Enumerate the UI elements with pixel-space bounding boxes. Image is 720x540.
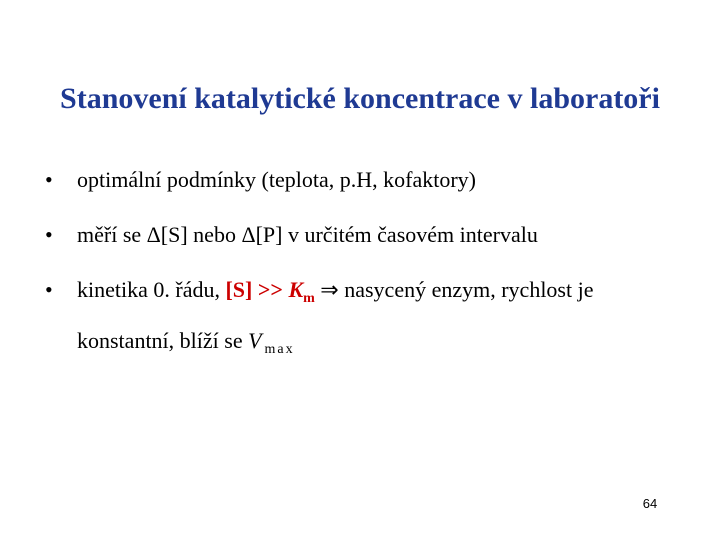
km-symbol: K xyxy=(288,277,304,302)
bullet-icon: • xyxy=(45,167,53,192)
bullet-text-prefix: kinetika 0. řádu, xyxy=(77,277,226,302)
bullet-item xyxy=(45,221,705,249)
vmax-symbol: V xyxy=(248,328,262,353)
continuation-text: konstantní, blíží se xyxy=(77,328,249,353)
substrate-condition-text: [S] >> xyxy=(225,277,289,302)
bullet-text: měří se Δ[S] nebo Δ[P] v určitém časovém intervalu xyxy=(77,222,538,247)
implies-arrow: ⇒ xyxy=(314,277,345,302)
page-number: 64 xyxy=(642,496,658,511)
bullet-item xyxy=(45,166,705,194)
bullet-icon: • xyxy=(45,222,53,247)
vmax-subscript: max xyxy=(264,342,295,357)
bullet-list xyxy=(45,166,705,364)
bullet-continuation xyxy=(77,327,705,364)
bullet-icon: • xyxy=(45,277,53,302)
km-subscript: m xyxy=(303,291,315,306)
slide-title: Stanovení katalytické koncentrace v laboratoři xyxy=(60,82,660,116)
bullet-item xyxy=(45,276,705,364)
substrate-condition xyxy=(225,277,315,306)
bullet-text: optimální podmínky (teplota, p.H, kofaktory) xyxy=(77,167,476,192)
bullet-text-suffix: nasycený enzym, rychlost je xyxy=(344,277,594,302)
